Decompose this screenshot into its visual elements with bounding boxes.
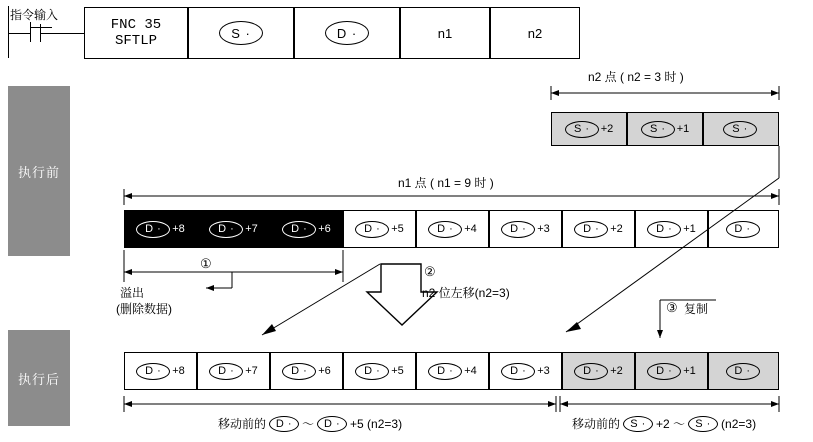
before-cell-1-suffix: +7 [245,223,258,235]
source-cell-2-oval: S · [723,121,757,138]
source-cell-1-suffix: +1 [676,123,690,135]
before-cell-4-oval: D · [428,221,462,238]
before-cell-0-oval: D · [136,221,170,238]
fnc-number: FNC 35 [110,17,162,33]
bottom-right-oval-2: S · [688,416,718,432]
after-cell-5-suffix: +3 [537,365,550,377]
overflow-label-line2: (删除数据) [116,302,172,316]
before-cell-8-oval: D · [726,221,760,238]
after-cell-3-oval: D · [355,363,389,380]
before-cell-6-oval: D · [574,221,608,238]
side-label-after: 执行后 [8,330,70,426]
before-group-caption: n1 点 ( n1 = 9 时 ) [398,176,494,190]
after-cell-6-suffix: +2 [610,365,623,377]
after-cell-1-oval: D · [209,363,243,380]
bottom-left-prefix: 移动前的 [218,417,267,431]
before-cell-5-oval: D · [501,221,535,238]
after-cell-2-suffix: +6 [318,365,331,377]
before-cell-2-oval: D · [282,221,316,238]
source-cell-0-oval: S · [565,121,599,138]
step1-number: ① [200,256,212,271]
after-cell-4-oval: D · [428,363,462,380]
before-cell-4-suffix: +4 [464,223,477,235]
bottom-caption-right [572,415,756,432]
overflow-label-line1: 溢出 [120,286,145,300]
before-cell-7-suffix: +1 [683,223,696,235]
bottom-right-suffix: (n2=3) [721,416,757,431]
bottom-caption-left [218,415,402,432]
after-cell-1-suffix: +7 [245,365,258,377]
before-cell-0-suffix: +8 [172,223,185,235]
bottom-left-oval-2: D · [317,416,347,432]
instruction-input-label: 指令输入 [10,8,59,22]
before-cell-5-suffix: +3 [537,223,550,235]
after-cell-3-suffix: +5 [391,365,404,377]
source-cell-1-oval: S · [641,121,675,138]
shift-text: n2 位左移(n2=3) [422,286,510,300]
step2-number: ② [424,264,436,279]
operand-n2-label: n2 [527,25,543,41]
bottom-right-prefix: 移动前的 [572,417,621,431]
bottom-left-tilde: ～ [302,417,315,431]
before-cell-3-suffix: +5 [391,223,404,235]
bottom-right-oval-1: S · [623,416,653,432]
before-cell-6-suffix: +2 [610,223,623,235]
bottom-left-suffix: +5 (n2=3) [350,416,403,431]
after-cell-7-oval: D · [647,363,681,380]
operand-n1-label: n1 [437,25,453,41]
after-cell-0-suffix: +8 [172,365,185,377]
source-cell-0-suffix: +2 [600,123,614,135]
after-cell-2-oval: D · [282,363,316,380]
side-label-before: 执行前 [8,86,70,256]
after-cell-4-suffix: +4 [464,365,477,377]
step3-number: ③ [666,300,678,315]
operand-destination-oval: D · [325,21,369,45]
after-cell-6-oval: D · [574,363,608,380]
before-cell-2-suffix: +6 [318,223,331,235]
after-cell-5-oval: D · [501,363,535,380]
after-cell-8-oval: D · [726,363,760,380]
before-cell-7-oval: D · [647,221,681,238]
source-group-caption: n2 点 ( n2 = 3 时 ) [588,70,684,84]
bottom-right-plus: +2 ～ [656,417,686,431]
after-cell-7-suffix: +1 [683,365,696,377]
bottom-left-oval-1: D · [269,416,299,432]
mnemonic: SFTLP [114,33,157,49]
after-cell-0-oval: D · [136,363,170,380]
copy-text: 复制 [684,302,709,316]
before-cell-3-oval: D · [355,221,389,238]
before-cell-1-oval: D · [209,221,243,238]
operand-source-oval: S · [219,21,263,45]
